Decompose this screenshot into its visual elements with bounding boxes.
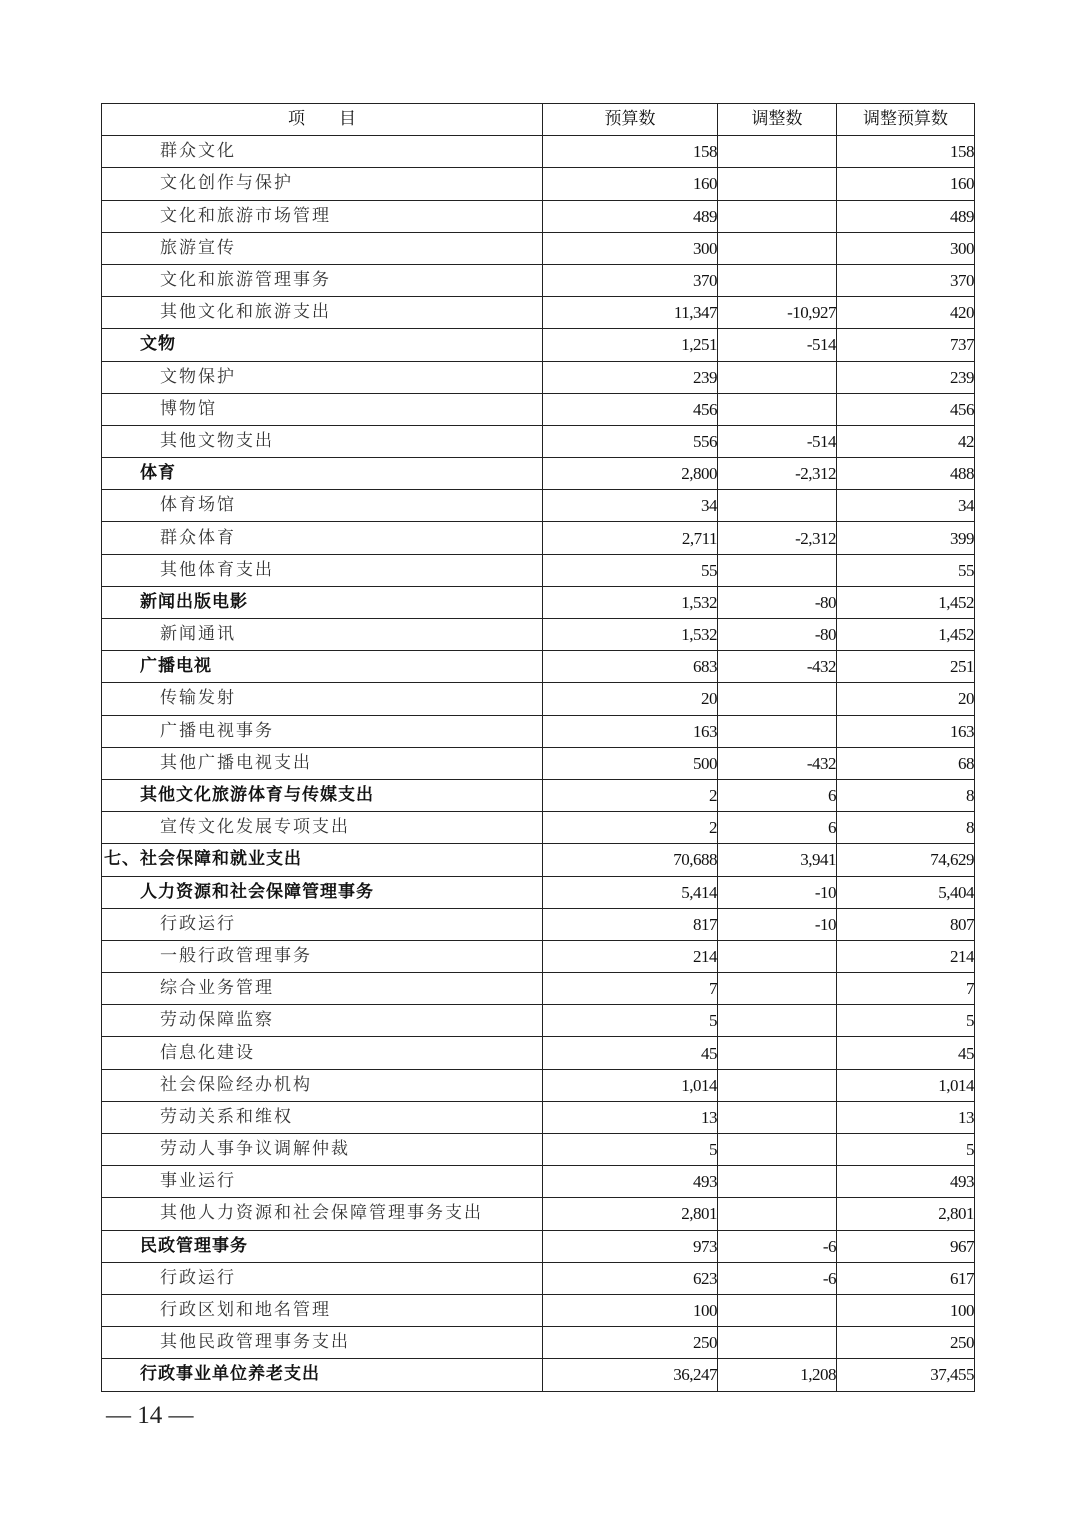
table-row xyxy=(102,715,975,747)
row-adjusted-budget: 1,452 xyxy=(837,619,975,651)
row-budget: 11,347 xyxy=(543,297,718,329)
row-budget: 163 xyxy=(543,715,718,747)
table-body xyxy=(102,136,975,1391)
row-budget: 34 xyxy=(543,490,718,522)
table-row xyxy=(102,1198,975,1230)
row-adjusted-budget: 34 xyxy=(837,490,975,522)
row-budget: 817 xyxy=(543,908,718,940)
row-budget: 1,532 xyxy=(543,586,718,618)
row-item-name: 劳动人事争议调解仲裁 xyxy=(102,1134,543,1166)
row-item-name: 一般行政管理事务 xyxy=(102,940,543,972)
table-row xyxy=(102,1359,975,1391)
table-row xyxy=(102,619,975,651)
row-item-name: 其他文物支出 xyxy=(102,425,543,457)
table-row xyxy=(102,490,975,522)
table-row xyxy=(102,393,975,425)
table-row xyxy=(102,297,975,329)
row-item-name: 体育 xyxy=(102,458,543,490)
row-adjustment xyxy=(718,136,837,168)
table-row xyxy=(102,1262,975,1294)
row-adjustment xyxy=(718,232,837,264)
row-item-name: 行政运行 xyxy=(102,1262,543,1294)
row-adjustment xyxy=(718,1294,837,1326)
row-adjustment: -514 xyxy=(718,425,837,457)
row-adjustment xyxy=(718,715,837,747)
row-adjusted-budget: 1,014 xyxy=(837,1069,975,1101)
table-row xyxy=(102,554,975,586)
row-adjustment: -2,312 xyxy=(718,458,837,490)
row-item-name: 文化和旅游管理事务 xyxy=(102,264,543,296)
row-item-name: 行政事业单位养老支出 xyxy=(102,1359,543,1391)
table-row xyxy=(102,651,975,683)
row-budget: 45 xyxy=(543,1037,718,1069)
row-adjustment: 1,208 xyxy=(718,1359,837,1391)
row-adjusted-budget: 967 xyxy=(837,1230,975,1262)
row-item-name: 劳动关系和维权 xyxy=(102,1101,543,1133)
row-adjustment: 3,941 xyxy=(718,844,837,876)
row-budget: 489 xyxy=(543,200,718,232)
row-adjustment: -10 xyxy=(718,908,837,940)
table-row xyxy=(102,876,975,908)
row-adjusted-budget: 239 xyxy=(837,361,975,393)
row-item-name: 行政区划和地名管理 xyxy=(102,1294,543,1326)
row-budget: 239 xyxy=(543,361,718,393)
row-adjusted-budget: 251 xyxy=(837,651,975,683)
table-row xyxy=(102,1294,975,1326)
row-budget: 500 xyxy=(543,747,718,779)
row-adjustment xyxy=(718,168,837,200)
page-number: — 14 — xyxy=(106,1402,194,1429)
row-adjustment xyxy=(718,683,837,715)
header-budget: 预算数 xyxy=(543,104,718,136)
table-row xyxy=(102,361,975,393)
row-adjusted-budget: 45 xyxy=(837,1037,975,1069)
table-row xyxy=(102,940,975,972)
row-budget: 2,801 xyxy=(543,1198,718,1230)
row-budget: 300 xyxy=(543,232,718,264)
row-item-name: 其他民政管理事务支出 xyxy=(102,1327,543,1359)
row-adjustment xyxy=(718,1005,837,1037)
row-item-name: 文物保护 xyxy=(102,361,543,393)
row-budget: 2 xyxy=(543,812,718,844)
row-adjustment xyxy=(718,1037,837,1069)
table-row xyxy=(102,973,975,1005)
row-item-name: 综合业务管理 xyxy=(102,973,543,1005)
row-adjusted-budget: 300 xyxy=(837,232,975,264)
row-adjusted-budget: 7 xyxy=(837,973,975,1005)
table-row xyxy=(102,458,975,490)
row-item-name: 社会保险经办机构 xyxy=(102,1069,543,1101)
table-row xyxy=(102,683,975,715)
row-adjusted-budget: 5 xyxy=(837,1005,975,1037)
table-row xyxy=(102,1327,975,1359)
row-adjusted-budget: 20 xyxy=(837,683,975,715)
row-adjustment: -6 xyxy=(718,1230,837,1262)
row-adjusted-budget: 74,629 xyxy=(837,844,975,876)
row-budget: 13 xyxy=(543,1101,718,1133)
row-adjustment xyxy=(718,1134,837,1166)
row-budget: 1,532 xyxy=(543,619,718,651)
row-item-name: 群众体育 xyxy=(102,522,543,554)
row-budget: 5 xyxy=(543,1134,718,1166)
table-row xyxy=(102,586,975,618)
row-budget: 36,247 xyxy=(543,1359,718,1391)
table-row xyxy=(102,1101,975,1133)
row-adjusted-budget: 489 xyxy=(837,200,975,232)
row-adjusted-budget: 370 xyxy=(837,264,975,296)
row-adjustment xyxy=(718,973,837,1005)
row-adjustment xyxy=(718,361,837,393)
row-adjustment xyxy=(718,940,837,972)
row-adjusted-budget: 8 xyxy=(837,812,975,844)
row-item-name: 其他广播电视支出 xyxy=(102,747,543,779)
row-adjustment xyxy=(718,1198,837,1230)
row-adjusted-budget: 737 xyxy=(837,329,975,361)
table-row xyxy=(102,812,975,844)
row-adjusted-budget: 214 xyxy=(837,940,975,972)
table-row xyxy=(102,1166,975,1198)
row-adjustment xyxy=(718,1166,837,1198)
budget-table xyxy=(101,103,975,1392)
row-budget: 5,414 xyxy=(543,876,718,908)
row-item-name: 劳动保障监察 xyxy=(102,1005,543,1037)
row-adjusted-budget: 807 xyxy=(837,908,975,940)
row-budget: 160 xyxy=(543,168,718,200)
table-row xyxy=(102,1005,975,1037)
row-item-name: 民政管理事务 xyxy=(102,1230,543,1262)
row-budget: 2,711 xyxy=(543,522,718,554)
row-item-name: 文化和旅游市场管理 xyxy=(102,200,543,232)
row-budget: 20 xyxy=(543,683,718,715)
row-adjusted-budget: 158 xyxy=(837,136,975,168)
row-adjusted-budget: 68 xyxy=(837,747,975,779)
row-adjusted-budget: 163 xyxy=(837,715,975,747)
row-budget: 2 xyxy=(543,779,718,811)
row-adjustment xyxy=(718,490,837,522)
row-item-name: 其他文化旅游体育与传媒支出 xyxy=(102,779,543,811)
row-adjusted-budget: 100 xyxy=(837,1294,975,1326)
row-adjusted-budget: 617 xyxy=(837,1262,975,1294)
row-adjustment: -10 xyxy=(718,876,837,908)
row-budget: 623 xyxy=(543,1262,718,1294)
row-adjusted-budget: 250 xyxy=(837,1327,975,1359)
row-adjustment: -2,312 xyxy=(718,522,837,554)
row-adjustment xyxy=(718,1101,837,1133)
row-budget: 556 xyxy=(543,425,718,457)
table-row xyxy=(102,522,975,554)
row-adjusted-budget: 8 xyxy=(837,779,975,811)
row-budget: 493 xyxy=(543,1166,718,1198)
table-row xyxy=(102,747,975,779)
header-adjustment: 调整数 xyxy=(718,104,837,136)
row-adjustment xyxy=(718,200,837,232)
table-row xyxy=(102,1069,975,1101)
row-item-name: 宣传文化发展专项支出 xyxy=(102,812,543,844)
row-adjusted-budget: 493 xyxy=(837,1166,975,1198)
row-budget: 5 xyxy=(543,1005,718,1037)
row-adjustment xyxy=(718,393,837,425)
row-budget: 1,251 xyxy=(543,329,718,361)
row-adjusted-budget: 399 xyxy=(837,522,975,554)
row-item-name: 七、社会保障和就业支出 xyxy=(102,844,543,876)
row-budget: 7 xyxy=(543,973,718,1005)
row-adjusted-budget: 160 xyxy=(837,168,975,200)
table-row xyxy=(102,779,975,811)
row-item-name: 广播电视 xyxy=(102,651,543,683)
row-adjustment: -432 xyxy=(718,651,837,683)
header-item: 项 目 xyxy=(102,104,543,136)
row-adjusted-budget: 488 xyxy=(837,458,975,490)
row-item-name: 其他文化和旅游支出 xyxy=(102,297,543,329)
table-row xyxy=(102,329,975,361)
table-row xyxy=(102,232,975,264)
row-adjustment xyxy=(718,264,837,296)
row-adjustment: -80 xyxy=(718,586,837,618)
row-adjustment xyxy=(718,1069,837,1101)
row-adjusted-budget: 456 xyxy=(837,393,975,425)
row-adjusted-budget: 1,452 xyxy=(837,586,975,618)
header-adjusted-budget: 调整预算数 xyxy=(837,104,975,136)
row-item-name: 博物馆 xyxy=(102,393,543,425)
row-item-name: 人力资源和社会保障管理事务 xyxy=(102,876,543,908)
row-budget: 250 xyxy=(543,1327,718,1359)
row-item-name: 文化创作与保护 xyxy=(102,168,543,200)
row-adjusted-budget: 5,404 xyxy=(837,876,975,908)
table-row xyxy=(102,1134,975,1166)
row-adjustment: -514 xyxy=(718,329,837,361)
row-item-name: 新闻通讯 xyxy=(102,619,543,651)
row-item-name: 其他人力资源和社会保障管理事务支出 xyxy=(102,1198,543,1230)
row-budget: 1,014 xyxy=(543,1069,718,1101)
row-budget: 973 xyxy=(543,1230,718,1262)
row-adjustment xyxy=(718,1327,837,1359)
row-adjustment: 6 xyxy=(718,779,837,811)
table-row xyxy=(102,200,975,232)
row-budget: 70,688 xyxy=(543,844,718,876)
row-item-name: 体育场馆 xyxy=(102,490,543,522)
row-adjusted-budget: 55 xyxy=(837,554,975,586)
row-item-name: 传输发射 xyxy=(102,683,543,715)
table-header-row xyxy=(102,104,975,136)
table-row xyxy=(102,136,975,168)
row-item-name: 广播电视事务 xyxy=(102,715,543,747)
row-adjusted-budget: 37,455 xyxy=(837,1359,975,1391)
row-budget: 214 xyxy=(543,940,718,972)
row-budget: 683 xyxy=(543,651,718,683)
table-row xyxy=(102,1037,975,1069)
row-item-name: 群众文化 xyxy=(102,136,543,168)
row-item-name: 行政运行 xyxy=(102,908,543,940)
row-budget: 456 xyxy=(543,393,718,425)
table-row xyxy=(102,844,975,876)
row-adjustment: -6 xyxy=(718,1262,837,1294)
row-budget: 55 xyxy=(543,554,718,586)
row-budget: 370 xyxy=(543,264,718,296)
row-adjusted-budget: 13 xyxy=(837,1101,975,1133)
row-adjustment: 6 xyxy=(718,812,837,844)
row-adjustment: -432 xyxy=(718,747,837,779)
table-row xyxy=(102,168,975,200)
row-budget: 2,800 xyxy=(543,458,718,490)
row-item-name: 其他体育支出 xyxy=(102,554,543,586)
table-row xyxy=(102,908,975,940)
row-item-name: 文物 xyxy=(102,329,543,361)
table-row xyxy=(102,1230,975,1262)
table-row xyxy=(102,264,975,296)
row-item-name: 旅游宣传 xyxy=(102,232,543,264)
table-row xyxy=(102,425,975,457)
row-adjusted-budget: 42 xyxy=(837,425,975,457)
row-item-name: 信息化建设 xyxy=(102,1037,543,1069)
row-budget: 158 xyxy=(543,136,718,168)
row-adjusted-budget: 2,801 xyxy=(837,1198,975,1230)
row-adjustment xyxy=(718,554,837,586)
row-item-name: 事业运行 xyxy=(102,1166,543,1198)
row-budget: 100 xyxy=(543,1294,718,1326)
row-adjustment: -10,927 xyxy=(718,297,837,329)
row-adjusted-budget: 5 xyxy=(837,1134,975,1166)
row-adjustment: -80 xyxy=(718,619,837,651)
row-adjusted-budget: 420 xyxy=(837,297,975,329)
row-item-name: 新闻出版电影 xyxy=(102,586,543,618)
